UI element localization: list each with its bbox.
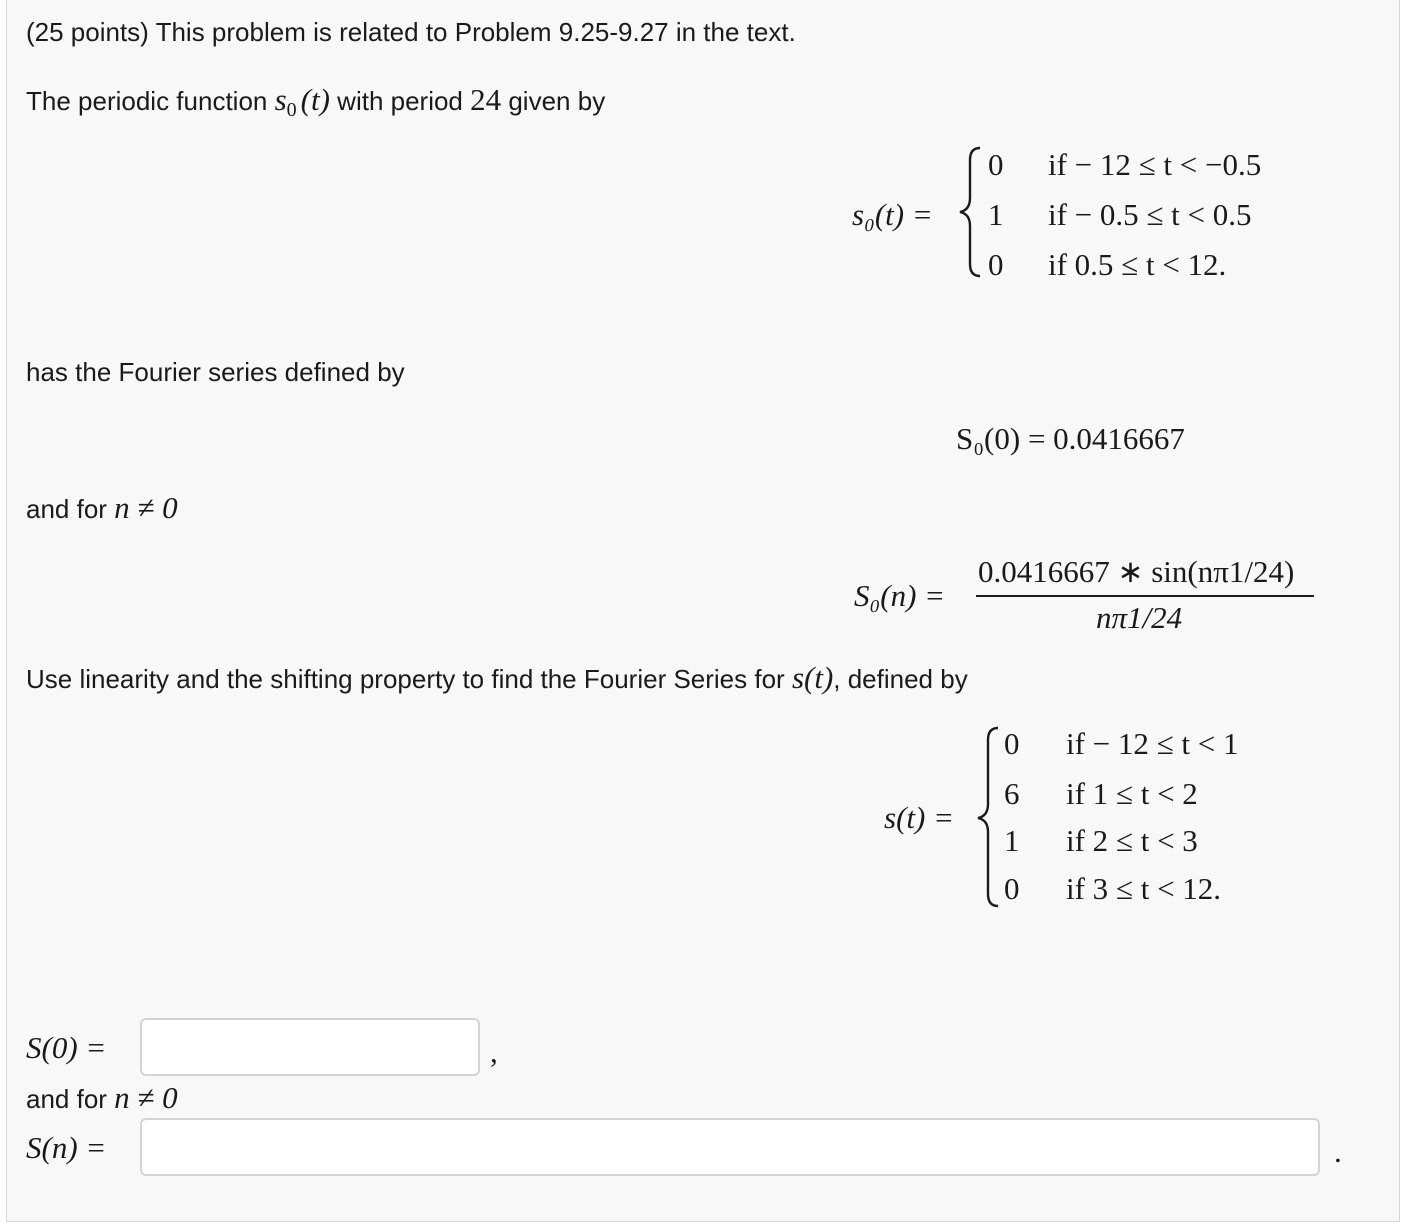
intro-middle: with period bbox=[329, 86, 471, 116]
and-for-line bbox=[26, 492, 178, 525]
s-case-0-condition: if − 12 ≤ t < 1 bbox=[1066, 726, 1239, 761]
intro-arg: (t) bbox=[300, 82, 330, 117]
s0-answer-label: S(0) = bbox=[26, 1030, 107, 1065]
s-def-brace bbox=[976, 726, 1002, 908]
s0-def-lhs: s₀(t) = bbox=[852, 197, 933, 232]
sn-answer-label: S(n) = bbox=[26, 1130, 107, 1165]
answer-n-neq-zero: n ≠ 0 bbox=[114, 1080, 178, 1115]
s0-case-0-condition: if − 12 ≤ t < −0.5 bbox=[1048, 147, 1262, 182]
use-text-after: , defined by bbox=[833, 664, 968, 694]
s0-case-1-value: 1 bbox=[988, 197, 1004, 232]
intro-fn: s bbox=[274, 82, 287, 117]
s-case-2-value: 1 bbox=[1004, 823, 1020, 858]
intro-fn-sub: 0 bbox=[286, 99, 297, 121]
s0n-denominator: nπ1/24 bbox=[1096, 600, 1183, 635]
answer-and-for-text: and for bbox=[26, 1084, 115, 1114]
s0n-fraction-bar bbox=[976, 595, 1314, 597]
s0-zero-equation: S₀(0) = 0.0416667 bbox=[956, 421, 1185, 456]
s0-answer-input[interactable] bbox=[140, 1018, 480, 1076]
s0n-lhs: S₀(n) = bbox=[854, 578, 946, 613]
sn-answer-suffix: . bbox=[1334, 1134, 1342, 1169]
s0n-numerator: 0.0416667 ∗ sin(nπ1/24) bbox=[978, 554, 1295, 589]
sn-answer-input[interactable] bbox=[140, 1118, 1320, 1176]
s-case-1-condition: if 1 ≤ t < 2 bbox=[1066, 776, 1198, 811]
use-linearity-line bbox=[26, 662, 968, 695]
intro-line bbox=[26, 84, 605, 126]
s-case-1-value: 6 bbox=[1004, 776, 1020, 811]
problem-header: (25 points) This problem is related to Problem 9.25-9.27 in the text. bbox=[26, 17, 796, 47]
use-text-fn: s(t) bbox=[791, 660, 834, 695]
s0-case-2-condition: if 0.5 ≤ t < 12. bbox=[1048, 247, 1227, 282]
intro-before: The periodic function bbox=[26, 86, 275, 116]
s-case-3-value: 0 bbox=[1004, 871, 1020, 906]
intro-period: 24 bbox=[470, 82, 502, 117]
s0-def-brace bbox=[958, 146, 984, 278]
s-case-0-value: 0 bbox=[1004, 726, 1020, 761]
s0-case-0-value: 0 bbox=[988, 147, 1004, 182]
s-case-3-condition: if 3 ≤ t < 12. bbox=[1066, 871, 1222, 906]
fourier-text: has the Fourier series defined by bbox=[26, 357, 405, 387]
use-text-before: Use linearity and the shifting property to find the Fourier Series for bbox=[26, 664, 792, 694]
answer-and-for-line bbox=[26, 1082, 178, 1115]
intro-after: given by bbox=[501, 86, 606, 116]
n-neq-zero: n ≠ 0 bbox=[114, 490, 178, 525]
and-for-text: and for bbox=[26, 494, 115, 524]
s0-answer-suffix: , bbox=[490, 1034, 498, 1069]
s-case-2-condition: if 2 ≤ t < 3 bbox=[1066, 823, 1198, 858]
s-def-lhs: s(t) = bbox=[884, 800, 954, 835]
s0-case-2-value: 0 bbox=[988, 247, 1004, 282]
s0-case-1-condition: if − 0.5 ≤ t < 0.5 bbox=[1048, 197, 1252, 232]
